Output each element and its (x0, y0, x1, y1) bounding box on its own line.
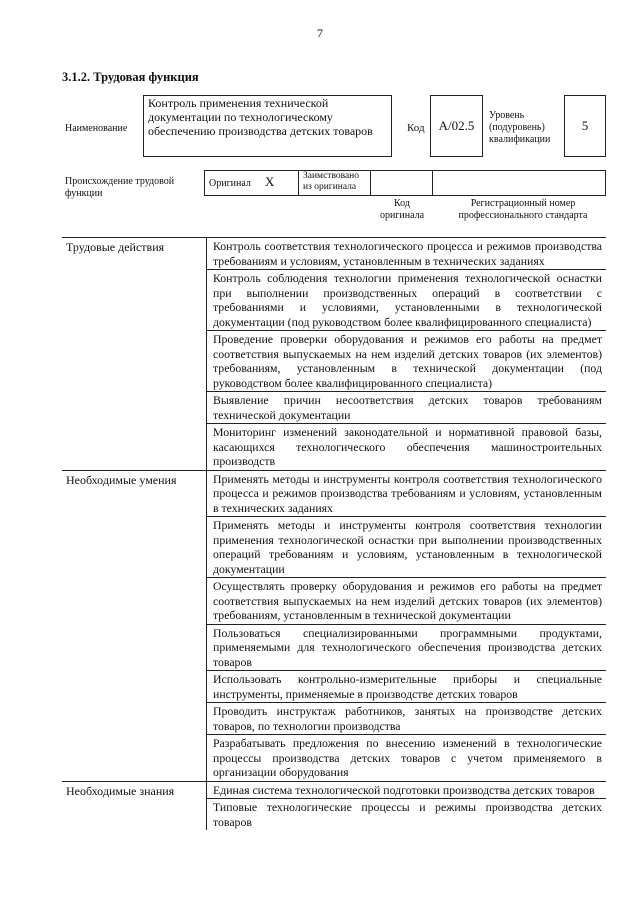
origin-code-caption-line1: Код (394, 198, 410, 209)
origin-label: Происхождение трудовой функции (65, 176, 175, 199)
name-label: Наименование (65, 123, 128, 134)
table-cell: Выявление причин несоответствия детских товаров требованиям технической документации (207, 391, 606, 423)
section-labor-actions (62, 237, 606, 470)
section-title: 3.1.2. Трудовая функция (62, 70, 199, 84)
qualification-level-field: 5 (564, 95, 606, 157)
labor-function-table (62, 237, 606, 830)
table-cell: Разрабатывать предложения по внесению изменений в технологические процессы производства детских товаров с учетом применяемого в организации оборудования (207, 734, 606, 781)
level-label-line2: (подуровень) (489, 122, 545, 133)
level-label-line3: квалификации (489, 134, 551, 145)
table-cell: Пользоваться специализированными программными продуктами, применяемыми для технологического обеспечения производства детских товаров (207, 624, 606, 671)
function-name-field: Контроль применения технической документации по технологическому обеспечению производства детских товаров (143, 95, 392, 157)
section-required-knowledge (62, 781, 606, 831)
table-cell: Мониторинг изменений законодательной и нормативной правовой базы, касающихся технологического обеспечения машиностроительных производств (207, 423, 606, 470)
origin-code-caption (372, 198, 432, 222)
table-cell: Типовые технологические процессы и режимы производства детских товаров (207, 798, 606, 830)
page-number: 7 (317, 26, 323, 40)
borrowed-label: Заимствовано из оригинала (303, 171, 360, 192)
level-label-line1: Уровень (489, 110, 525, 121)
code-field: A/02.5 (430, 95, 483, 157)
original-cell (205, 171, 299, 195)
section-title-labor-actions: Трудовые действия (66, 240, 165, 254)
table-cell: Применять методы и инструменты контроля соответствия технологического процесса и режимов производства требованиям и условиям, установленным в технических заданиях (213, 471, 602, 515)
code-label: Код (407, 122, 425, 134)
origin-code-caption-line2: оригинала (379, 210, 425, 221)
table-cell: Проведение проверки оборудования и режимов его работы на предмет соответствия выпускаемых на нем изделий детских товаров (их элементов) требованиям, установленным в технической документации (под руководством более квалифицированного специалиста) (207, 330, 606, 391)
table-cell: Единая система технологической подготовки производства детских товаров (213, 782, 595, 797)
section-title-required-skills: Необходимые умения (66, 472, 177, 487)
section-title-required-knowledge: Необходимые знания (66, 783, 175, 798)
origin-row (204, 170, 606, 196)
borrowed-cell (299, 171, 371, 195)
table-cell: Использовать контрольно-измерительные приборы и специальные инструменты, применяемые в производстве детских товаров (207, 670, 606, 702)
qualification-level-label (489, 110, 561, 146)
original-label: Оригинал (209, 178, 251, 189)
table-cell: Контроль соответствия технологического процесса и режимов производства требованиям и условиям, установленным в технических заданиях (213, 239, 602, 268)
original-mark: X (265, 174, 275, 189)
registration-caption-line2: профессионального стандарта (458, 210, 588, 221)
section-required-skills (62, 470, 606, 781)
origin-code-cell (371, 171, 433, 195)
registration-number-cell (433, 171, 605, 195)
table-cell: Проводить инструктаж работников, занятых на производстве детских товаров, по технологии производства (207, 702, 606, 734)
table-cell: Контроль соблюдения технологии применения технологической оснастки при выполнении производственных операций в соответствии с требованиями и условиями, установленными в технологической документации (под руководством более квалифицированного специалиста) (207, 269, 606, 330)
registration-caption-line1: Регистрационный номер (470, 198, 576, 209)
registration-number-caption (440, 198, 606, 222)
table-cell: Осуществлять проверку оборудования и режимов его работы на предмет соответствия выпускаемых на нем изделий детских товаров (их элементов) требованиям, установленным в технической документации (207, 577, 606, 624)
table-cell: Применять методы и инструменты контроля соответствия технологии применения технологической оснастки при выполнении производственных операций требованиям и условиям, установленным в технологической документации (207, 516, 606, 577)
